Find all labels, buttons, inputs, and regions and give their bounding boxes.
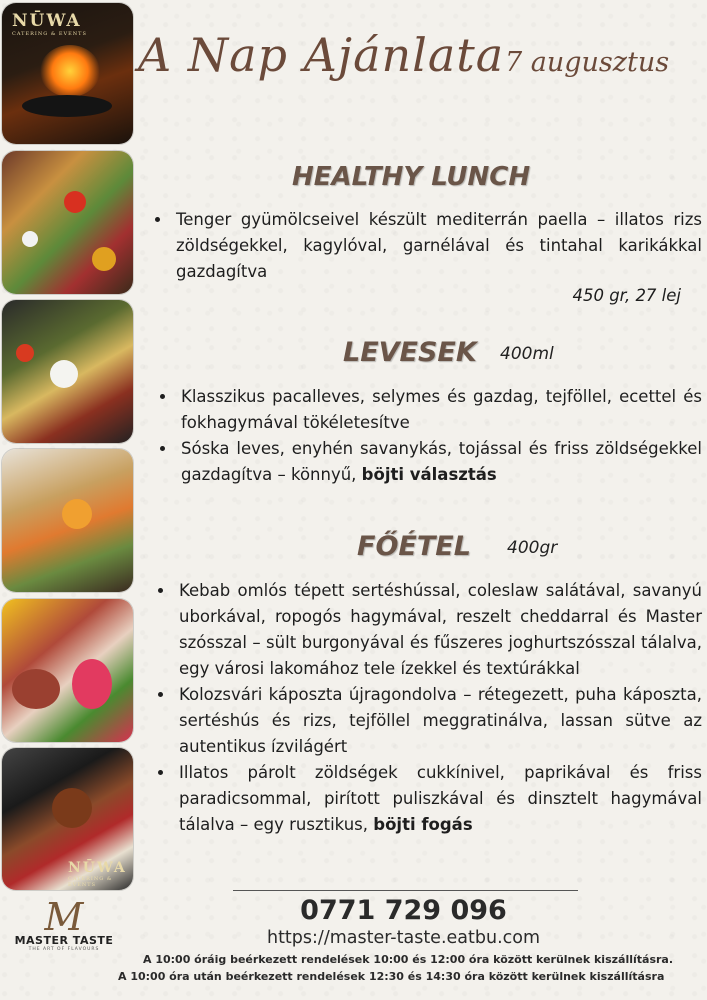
soups-portion: 400ml (500, 344, 554, 364)
healthy-price: 450 gr, 27 lej (572, 286, 681, 305)
photo-cups (2, 449, 133, 592)
photo-dessert-box (2, 748, 133, 890)
list-item: • Kolozsvári káposzta újragondolva – rétegezett, puha káposzta, sertéshús és rizs, tejföllel meggratinálva, lassan sütve az autentikus ízvilágért (175, 682, 702, 760)
delivery-note-1: A 10:00 óráig beérkezett rendelések 10:00 és 12:00 óra között kerülnek kiszállításra. (143, 953, 674, 966)
photo-column (0, 0, 136, 1000)
list-item: • Tenger gyümölcseivel készült mediterrán paella – illatos rizs zöldségekkel, kagylóval, garnélával és tintahal karikákkal gazdagítva (172, 207, 702, 285)
healthy-list (150, 207, 702, 285)
logo-mark: M (44, 895, 84, 939)
page-title: A Nap Ajánlata (138, 28, 505, 82)
footer-divider (233, 890, 578, 891)
section-title-healthy: HEALTHY LUNCH (292, 162, 531, 192)
main-list (153, 578, 702, 838)
soups-list (155, 384, 702, 488)
logo-name: MASTER TASTE (14, 934, 114, 947)
delivery-note-2: A 10:00 óra után beérkezett rendelések 12:30 és 14:30 óra között kerülnek kiszállításra (118, 970, 665, 983)
list-item: • Kebab omlós tépett sertéshússal, coleslaw salátával, savanyú uborkával, ropogós hagymával, reszelt cheddarral és Master szósszal – sült burgonyával és fűszeres joghurtszósszal tálalva, egy városi lakomához tele ízekkel és textúrákkal (175, 578, 702, 682)
fasting-badge: böjti választás (361, 465, 497, 484)
list-item: • Klasszikus pacalleves, selymes és gazdag, tejföllel, ecettel és fokhagymával tökéletesítve (177, 384, 702, 436)
photo-salad-box (2, 300, 133, 443)
master-taste-logo (14, 895, 114, 960)
section-title-soups: LEVESEK (343, 337, 477, 368)
nuwa-logo-bottom: NŪWA CATERING & EVENTS (68, 860, 127, 888)
list-item: • Sóska leves, enyhén savanykás, tojással és friss zöldségekkel gazdagítva – könnyű, böjti választás (177, 436, 702, 488)
fasting-badge: böjti fogás (373, 815, 473, 834)
website-link[interactable]: https://master-taste.eatbu.com (266, 928, 541, 948)
section-title-main: FŐÉTEL (357, 531, 471, 562)
photo-platter (2, 151, 133, 294)
photo-flaming-wok (2, 3, 133, 144)
photo-meat-plate (2, 599, 133, 742)
phone-number[interactable]: 0771 729 096 (300, 895, 507, 926)
nuwa-logo-top: NŪWA CATERING & EVENTS (12, 11, 87, 37)
list-item: • Illatos párolt zöldségek cukkínivel, paprikával és friss paradicsommal, pirított puliszkával és dinsztelt hagymával tálalva – egy rusztikus, böjti fogás (175, 760, 702, 838)
logo-tagline: THE ART OF FLAVOURS (28, 947, 100, 952)
menu-date: 7 augusztus (505, 47, 670, 78)
main-portion: 400gr (507, 538, 558, 558)
